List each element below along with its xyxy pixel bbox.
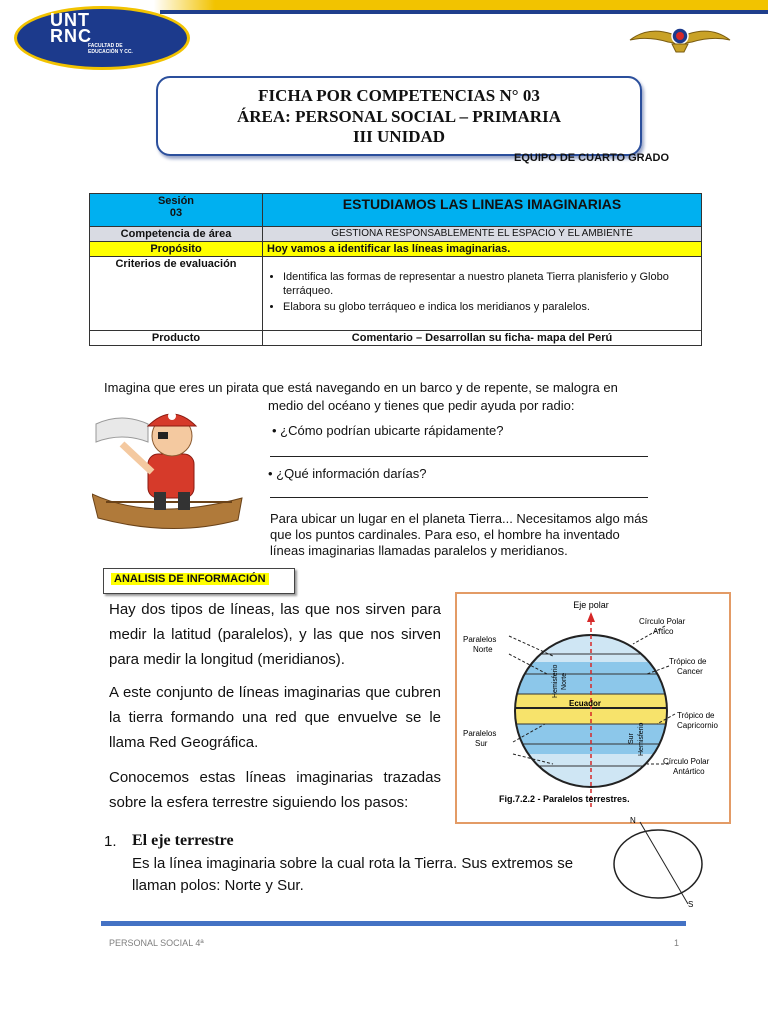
section-1-heading: El eje terrestre [132, 832, 234, 849]
team-label: EQUIPO DE CUARTO GRADO [514, 152, 670, 164]
globe-label-hnorte-1: Hemisferio [552, 664, 559, 698]
criterio-item: • Elabora su globo terráqueo e indica los meridianos y paralelos. [283, 300, 697, 314]
pirate-illustration [92, 402, 262, 552]
title-box [156, 76, 642, 156]
globe-label-pnorte-2: Norte [473, 645, 493, 654]
globe-label-artico-1: Círculo Polar [639, 617, 686, 626]
globe-label-hsur-1: Hemisferio [638, 722, 645, 756]
analysis-para-2: A este conjunto de líneas imaginarias que cubren la tierra formando una red que envuelve se le llama Red Geográfica. [109, 684, 441, 751]
title-line-1: FICHA POR COMPETENCIAS N° 03 [258, 86, 540, 105]
globe-caption: Fig.7.2.2 - Paralelos terrestres. [499, 794, 630, 804]
analysis-label: ANALISIS DE INFORMACIÓN [111, 573, 269, 585]
globe-figure [455, 592, 731, 824]
intro-para-1: Para ubicar un lugar en el planeta Tierra... Necesitamos algo más [270, 511, 648, 526]
section-1-line-1: Es la línea imaginaria sobre la cual rota la Tierra. Sus extremos se [132, 855, 574, 872]
globe-label-eje: Eje polar [573, 600, 609, 610]
footer-page: 1 [674, 938, 680, 948]
proposito-label: Propósito [90, 242, 263, 257]
footer-left: PERSONAL SOCIAL 4ª [109, 938, 204, 948]
competencia-value: GESTIONA RESPONSABLEMENTE EL ESPACIO Y EL AMBIENTE [263, 227, 702, 242]
intro-line-1: Imagina que eres un pirata que está navegando en un barco y de repente, se malogra en [104, 380, 618, 395]
criterio-item: • Identifica las formas de representar a nuestro planeta Tierra planisferio y Globo terráqueo. [283, 270, 697, 298]
analysis-para-3: Conocemos estas líneas imaginarias trazadas sobre la esfera terrestre siguiendo los pasos: [109, 769, 441, 811]
header-band-blue [160, 10, 768, 14]
intro-para-3: líneas imaginarias llamadas paralelos y meridianos. [270, 543, 568, 558]
analysis-para-1: Hay dos tipos de líneas, las que nos sirven para medir la latitud (paralelos), y las que nos sirven para medir la longitud (meridianos). [109, 601, 441, 668]
producto-label: Producto [90, 331, 263, 346]
logo-text: UNT RNC [50, 10, 92, 46]
unt-logo [14, 6, 190, 70]
globe-label-cancer-2: Cancer [677, 667, 703, 676]
globe-label-hsur-2: Sur [628, 733, 635, 744]
proposito-value: Hoy vamos a identificar las líneas imaginarias. [263, 242, 702, 257]
analysis-box [103, 568, 295, 594]
criterios-cell [263, 257, 702, 331]
globe-label-psur-2: Sur [475, 739, 488, 748]
intro-para-2: que los puntos cardinales. Para eso, el hombre ha inventado [270, 527, 620, 542]
globe-label-capri-1: Trópico de [677, 711, 715, 720]
globe-label-antartico-1: Círculo Polar [663, 757, 710, 766]
globe-label-hnorte-2: Norte [561, 672, 568, 690]
intro-line-2: medio del océano y tienes que pedir ayuda por radio: [268, 398, 575, 413]
question-1: • ¿Cómo podrían ubicarte rápidamente? [272, 423, 504, 438]
sesion-number: 03 [169, 207, 183, 219]
competencia-label: Competencia de área [90, 227, 263, 242]
section-1-line-2: llaman polos: Norte y Sur. [132, 877, 304, 894]
answer-line-1[interactable] [270, 455, 648, 457]
title-line-3: III UNIDAD [352, 127, 446, 146]
footer-line [101, 921, 686, 926]
globe-label-ecuador: Ecuador [569, 699, 602, 708]
globe-label-capri-2: Capricornio [677, 721, 718, 730]
axis-s-label: S [688, 900, 694, 909]
question-2: • ¿Qué información darías? [268, 466, 427, 481]
globe-label-psur-1: Paralelos [463, 729, 497, 738]
earth-axis-diagram [608, 810, 716, 910]
logo-caption: FACULTAD DE EDUCACIÓN Y CC. [88, 43, 133, 55]
globe-label-antartico-2: Antártico [673, 767, 705, 776]
session-title: ESTUDIAMOS LAS LINEAS IMAGINARIAS [263, 194, 702, 227]
criterios-label: Criterios de evaluación [90, 257, 263, 331]
session-table [89, 193, 702, 346]
globe-diagram [457, 594, 729, 822]
sesion-label: Sesión [157, 195, 195, 207]
globe-label-cancer-1: Trópico de [669, 657, 707, 666]
globe-label-artico-2: Artico [653, 627, 674, 636]
answer-line-2[interactable] [270, 496, 648, 498]
axis-n-label: N [630, 816, 636, 825]
title-line-2: ÁREA: PERSONAL SOCIAL – PRIMARIA [237, 107, 561, 126]
globe-label-pnorte-1: Paralelos [463, 635, 497, 644]
eagle-crest-icon [628, 22, 732, 54]
criterios-list [267, 270, 697, 314]
section-1-number: 1. [104, 833, 117, 850]
producto-value: Comentario – Desarrollan su ficha- mapa del Perú [263, 331, 702, 346]
sesion-cell [90, 194, 263, 227]
